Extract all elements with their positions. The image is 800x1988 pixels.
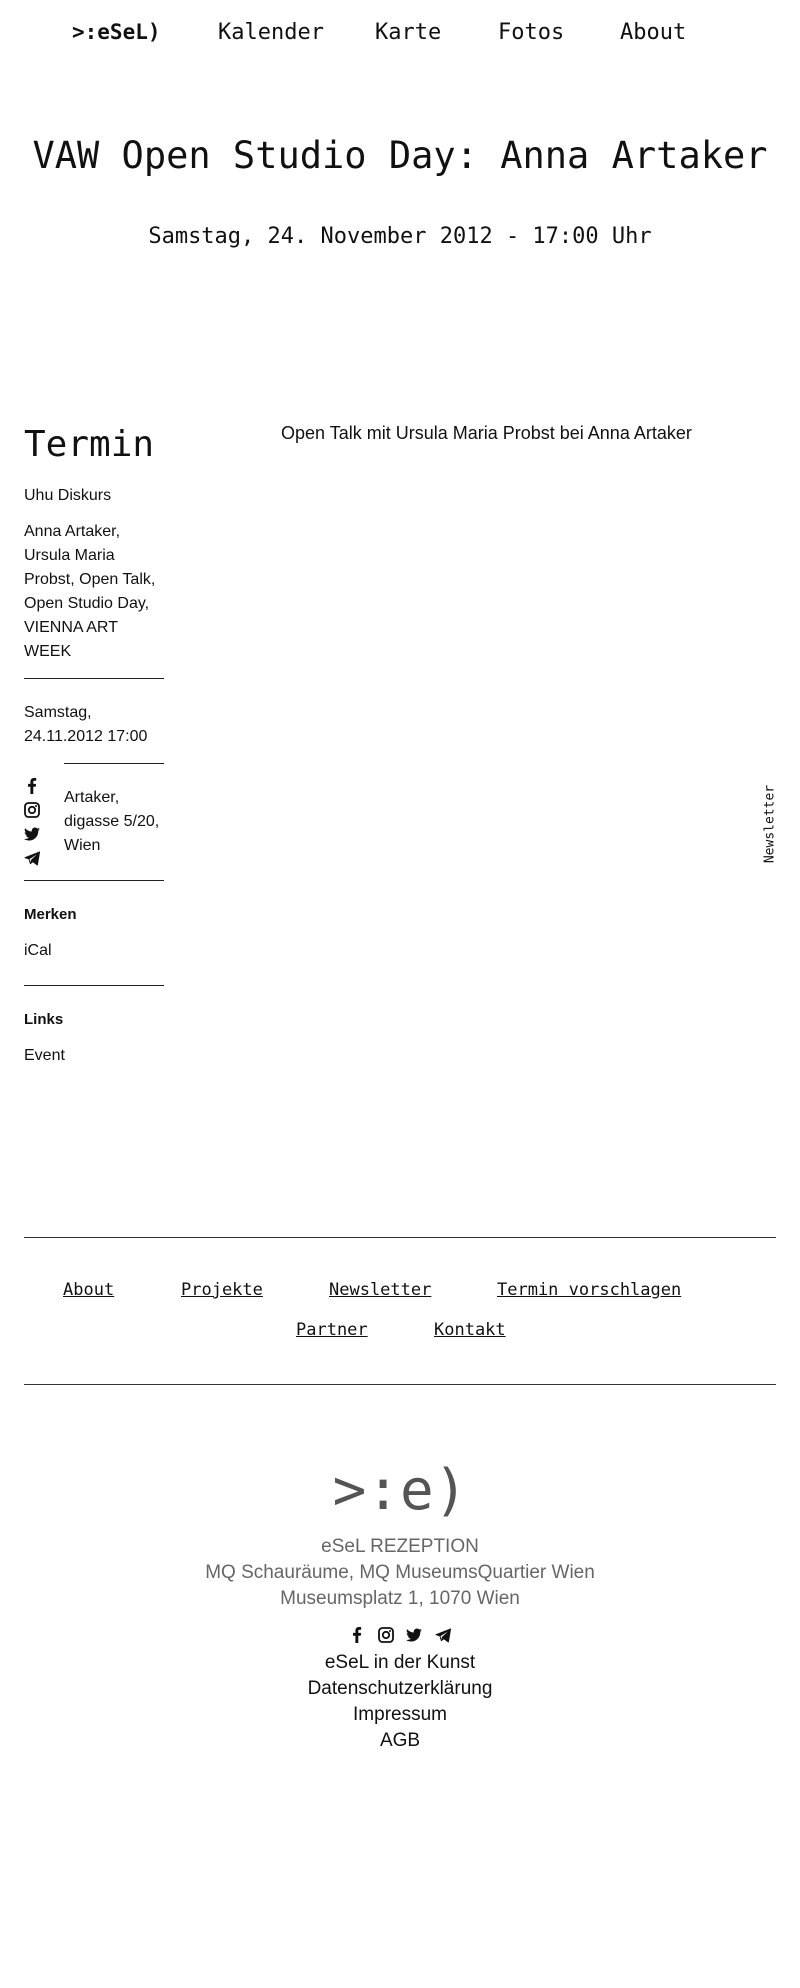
merken-label: Merken — [24, 906, 77, 923]
nav-item-about[interactable]: About — [620, 20, 687, 45]
termin-sidebar — [24, 420, 164, 1080]
footer-divider — [24, 1237, 776, 1238]
facebook-icon[interactable] — [349, 1627, 365, 1643]
location-line: Wien — [64, 837, 101, 854]
nav-item-fotos[interactable]: Fotos — [498, 20, 565, 45]
nav-item-karte[interactable]: Karte — [375, 20, 442, 45]
facebook-icon[interactable] — [24, 778, 40, 794]
footer-org-name: eSeL REZEPTION — [321, 1536, 479, 1557]
footer-link-termin-vorschlagen[interactable]: Termin vorschlagen — [497, 1280, 682, 1300]
links-label: Links — [24, 1011, 64, 1028]
location-line: Artaker, — [64, 789, 120, 806]
footer-link-agb[interactable]: AGB — [379, 1730, 421, 1751]
footer-divider — [24, 1384, 776, 1385]
footer-link-kontakt[interactable]: Kontakt — [434, 1320, 506, 1340]
termin-heading: Termin — [24, 424, 155, 465]
divider — [24, 678, 164, 679]
nav-item-kalender[interactable]: Kalender — [218, 20, 324, 45]
footer-address-line: Museumsplatz 1, 1070 Wien — [280, 1588, 520, 1609]
event-tags: Anna Artaker, Ursula Maria Probst, Open Talk, Open Studio Day, VIENNA ART WEEK — [24, 523, 156, 660]
footer-link-datenschutz[interactable]: Datenschutzerklärung — [307, 1678, 493, 1699]
instagram-icon[interactable] — [24, 802, 40, 818]
event-title: VAW Open Studio Day: Anna Artaker — [32, 134, 768, 177]
top-navigation — [0, 20, 800, 52]
location-line: digasse 5/20, — [64, 813, 160, 830]
footer-link-esel-in-der-kunst[interactable]: eSeL in der Kunst — [324, 1652, 476, 1673]
footer-link-projekte[interactable]: Projekte — [181, 1280, 263, 1300]
share-icons — [24, 778, 44, 874]
newsletter-tab[interactable] — [760, 782, 780, 866]
telegram-icon[interactable] — [435, 1627, 451, 1643]
footer-logo: >:e) — [332, 1458, 468, 1523]
footer-navigation — [0, 1280, 800, 1340]
divider — [24, 880, 164, 881]
event-date: Samstag, 24. November 2012 - 17:00 Uhr — [148, 224, 652, 249]
footer-link-impressum[interactable]: Impressum — [353, 1704, 447, 1725]
telegram-icon[interactable] — [24, 850, 40, 866]
instagram-icon[interactable] — [378, 1627, 394, 1643]
divider — [64, 763, 164, 764]
event-location — [24, 786, 164, 858]
twitter-icon[interactable] — [24, 826, 40, 842]
footer-link-about[interactable]: About — [63, 1280, 115, 1300]
ical-link[interactable]: iCal — [24, 942, 52, 959]
site-logo-link[interactable]: >:eSeL) — [72, 20, 161, 44]
divider — [24, 985, 164, 986]
event-category: Uhu Diskurs — [24, 487, 112, 504]
event-link[interactable]: Event — [24, 1047, 65, 1064]
footer-social-icons — [0, 1626, 800, 1644]
event-datetime: Samstag, 24.11.2012 17:00 — [24, 704, 148, 745]
footer-link-partner[interactable]: Partner — [296, 1320, 368, 1340]
twitter-icon[interactable] — [406, 1627, 422, 1643]
footer-link-newsletter[interactable]: Newsletter — [329, 1280, 432, 1300]
footer-address-line: MQ Schauräume, MQ MuseumsQuartier Wien — [205, 1562, 595, 1583]
event-description: Open Talk mit Ursula Maria Probst bei Anna Artaker — [281, 423, 692, 443]
newsletter-tab-label: Newsletter — [762, 784, 778, 864]
